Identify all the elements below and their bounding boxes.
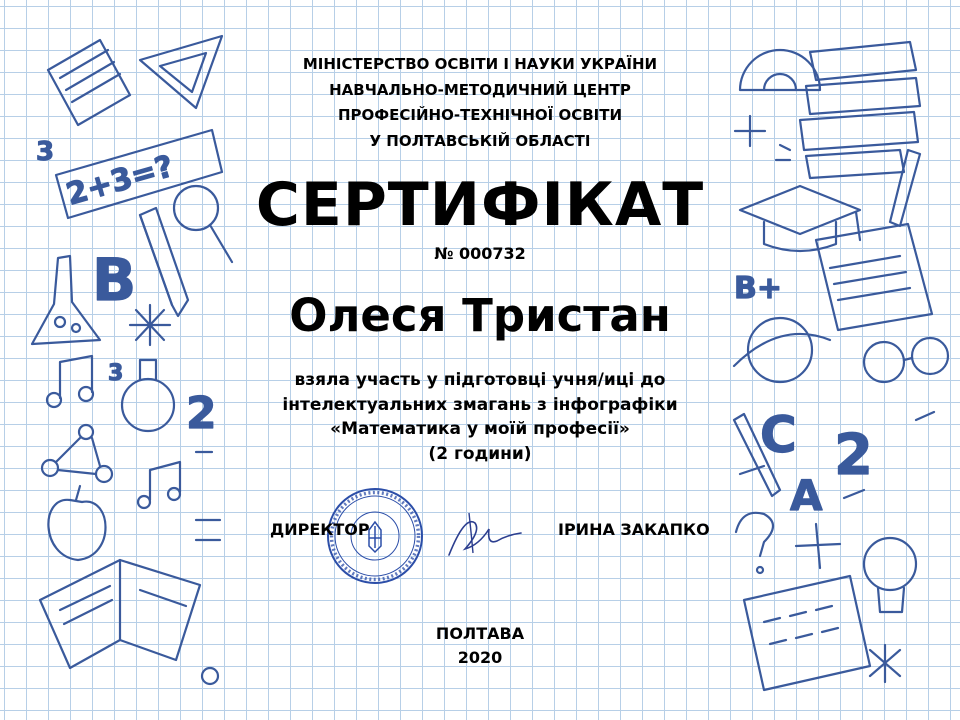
organization-header [0,52,960,154]
org-line: У ПОЛТАВСЬКІЙ ОБЛАСТІ [369,131,591,150]
org-line: МІНІСТЕРСТВО ОСВІТИ І НАУКИ УКРАЇНИ [302,55,658,73]
svg-text:A: A [790,471,823,520]
svg-text:B+: B+ [734,271,783,306]
footer [0,622,960,670]
org-line: НАВЧАЛЬНО-МЕТОДИЧНИЙ ЦЕНТР [329,80,631,99]
signer-name: ІРИНА ЗАКАПКО [558,520,710,539]
svg-text:2+3=?: 2+3=? [62,148,178,213]
body-line: взяла участь у підготовці учня/иці до [294,370,666,390]
svg-text:C: C [760,406,797,464]
body-line: (2 години) [428,443,532,464]
certificate-number: № 000732 [434,244,526,263]
certificate-title: СЕРТИФІКАТ [255,170,705,240]
trident-icon [369,522,381,552]
dot-icon [202,668,218,684]
signature-scribble [445,505,525,565]
music-notes-icon [138,462,180,508]
city: ПОЛТАВА [435,624,525,643]
body-line: «Математика у моїй професії» [330,419,630,440]
apple-icon [48,486,105,560]
recipient-name: Олеся Тристан [289,289,671,342]
org-line: ПРОФЕСІЙНО-ТЕХНІЧНОЇ ОСВІТИ [337,106,623,124]
body-line: інтелектуальних змагань з інфографіки [282,394,678,415]
director-label: ДИРЕКТОР [270,520,370,539]
plus-icon-2 [796,524,840,568]
svg-text:3: 3 [108,361,124,386]
lightbulb-icon [864,538,916,612]
svg-text:2: 2 [186,388,217,439]
svg-text:2: 2 [834,423,873,488]
svg-text:B: B [92,246,137,314]
certificate-body [0,368,960,466]
question-mark-icon [736,513,773,573]
year: 2020 [457,648,503,667]
svg-text:3: 3 [36,137,55,167]
